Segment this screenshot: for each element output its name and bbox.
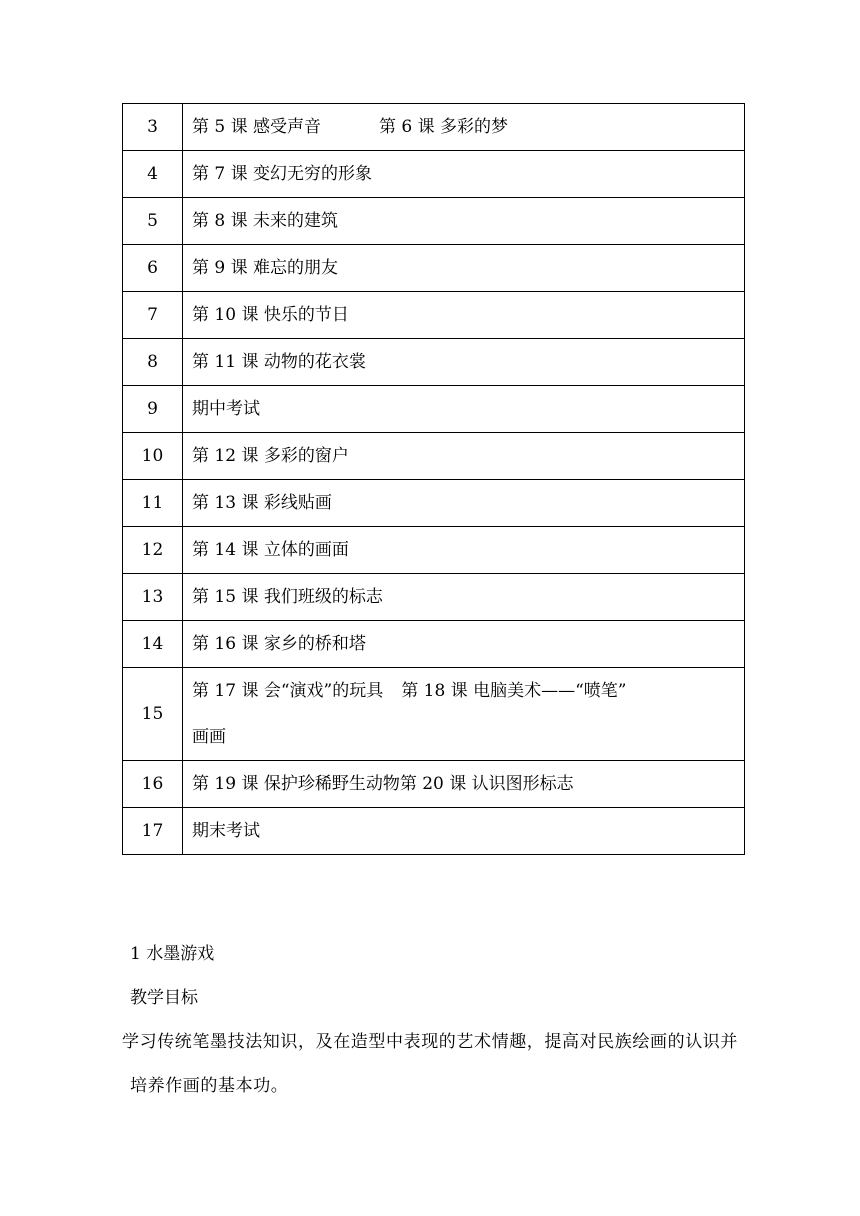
lesson-title: 第 19 课 保护珍稀野生动物第 20 课 认识图形标志 xyxy=(183,761,745,808)
week-number: 7 xyxy=(123,292,183,339)
objective-heading: 教学目标 xyxy=(130,988,198,1008)
table-row xyxy=(123,761,745,808)
lesson-title: 第 5 课 感受声音 xyxy=(192,117,322,137)
lesson-cell xyxy=(183,668,745,761)
lesson-title: 第 17 课 会“演戏”的玩具 xyxy=(192,681,384,701)
schedule-table xyxy=(122,103,745,855)
table-row xyxy=(123,433,745,480)
lesson-title-heading: 1 水墨游戏 xyxy=(130,944,215,964)
lesson-cell xyxy=(183,104,745,151)
table-row xyxy=(123,668,745,761)
table-row xyxy=(123,104,745,151)
lesson-title: 第 12 课 多彩的窗户 xyxy=(183,433,745,480)
lesson-title: 第 6 课 多彩的梦 xyxy=(379,117,509,137)
lesson-title: 期中考试 xyxy=(183,386,745,433)
table-row xyxy=(123,480,745,527)
week-number: 17 xyxy=(123,808,183,855)
table-row xyxy=(123,245,745,292)
table-row xyxy=(123,574,745,621)
lesson-title: 第 11 课 动物的花衣裳 xyxy=(183,339,745,386)
week-number: 3 xyxy=(123,104,183,151)
lesson-title: 第 14 课 立体的画面 xyxy=(183,527,745,574)
week-number: 10 xyxy=(123,433,183,480)
table-row xyxy=(123,292,745,339)
table-row xyxy=(123,198,745,245)
lesson-title: 第 10 课 快乐的节日 xyxy=(183,292,745,339)
lesson-title: 第 15 课 我们班级的标志 xyxy=(183,574,745,621)
week-number: 8 xyxy=(123,339,183,386)
lesson-title: 第 18 课 电脑美术——“喷笔” xyxy=(401,681,627,701)
lesson-title: 第 7 课 变幻无穷的形象 xyxy=(183,151,745,198)
objective-paragraph: 学习传统笔墨技法知识，及在造型中表现的艺术情趣，提高对民族绘画的认识并培养作画的基本功。 xyxy=(122,1032,738,1096)
week-number: 9 xyxy=(123,386,183,433)
week-number: 12 xyxy=(123,527,183,574)
table-row xyxy=(123,621,745,668)
table-row xyxy=(123,151,745,198)
week-number: 15 xyxy=(123,668,183,761)
table-row xyxy=(123,527,745,574)
table-row xyxy=(123,386,745,433)
table-row xyxy=(123,808,745,855)
lesson-title-continued: 画画 xyxy=(192,727,226,747)
week-number: 11 xyxy=(123,480,183,527)
table-row xyxy=(123,339,745,386)
lesson-title: 第 16 课 家乡的桥和塔 xyxy=(183,621,745,668)
week-number: 16 xyxy=(123,761,183,808)
lesson-section xyxy=(122,932,750,1108)
week-number: 4 xyxy=(123,151,183,198)
lesson-title: 期末考试 xyxy=(183,808,745,855)
week-number: 5 xyxy=(123,198,183,245)
lesson-title: 第 8 课 未来的建筑 xyxy=(183,198,745,245)
lesson-title: 第 9 课 难忘的朋友 xyxy=(183,245,745,292)
week-number: 14 xyxy=(123,621,183,668)
week-number: 13 xyxy=(123,574,183,621)
week-number: 6 xyxy=(123,245,183,292)
lesson-title: 第 13 课 彩线贴画 xyxy=(183,480,745,527)
